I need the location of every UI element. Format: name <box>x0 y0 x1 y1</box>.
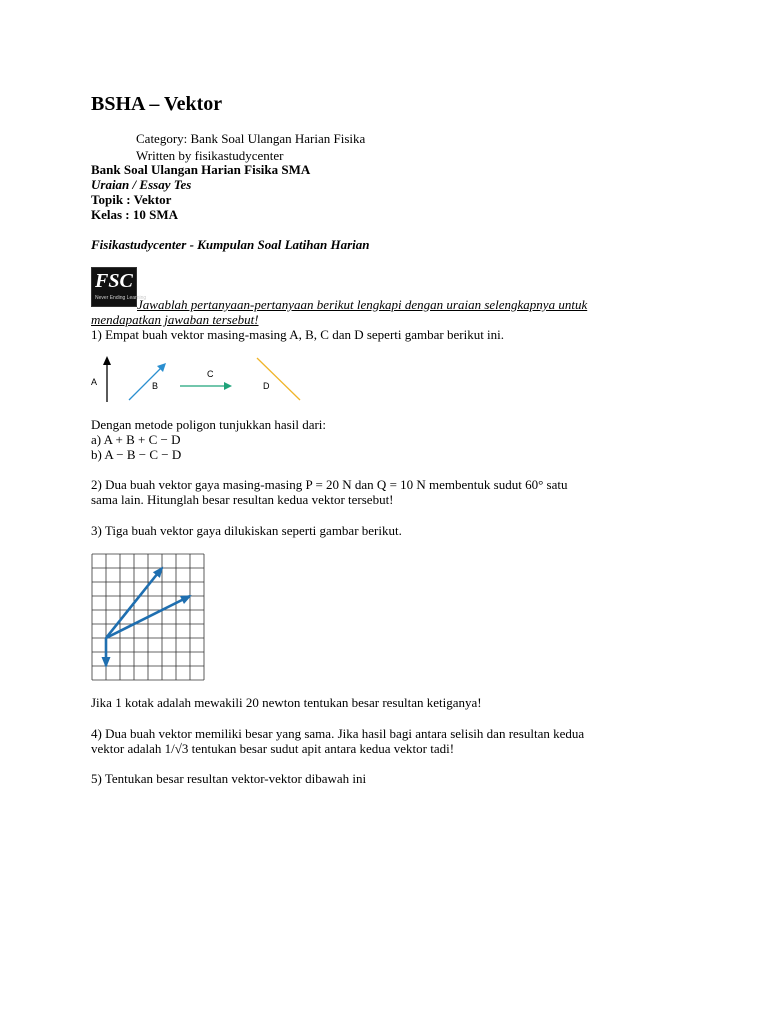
author-line: Written by fisikastudycenter <box>136 148 284 163</box>
subtitle-line: Fisikastudycenter - Kumpulan Soal Latihan Harian <box>91 237 370 252</box>
vector-c-label: C <box>207 369 214 379</box>
topic-line: Topik : Vektor <box>91 192 172 207</box>
question-1-part-a: a) A + B + C − D <box>91 432 181 447</box>
vector-a-label: A <box>91 377 98 387</box>
vector-d-arrow <box>257 358 300 400</box>
category-line: Category: Bank Soal Ulangan Harian Fisika <box>136 131 366 146</box>
vector-b-label: B <box>152 381 159 391</box>
question-1-part-b: b) A − B − C − D <box>91 447 182 462</box>
question-3-caption: Jika 1 kotak adalah mewakili 20 newton tentukan besar resultan ketiganya! <box>91 695 482 710</box>
question-4-line-1: 4) Dua buah vektor memiliki besar yang sama. Jika hasil bagi antara selisih dan resultan kedua <box>91 726 585 741</box>
question-2-line-1: 2) Dua buah vektor gaya masing-masing P = 20 N dan Q = 10 N membentuk sudut 60° satu <box>91 477 568 492</box>
question-1-text: 1) Empat buah vektor masing-masing A, B, C dan D seperti gambar berikut ini. <box>91 327 505 342</box>
question-3-text: 3) Tiga buah vektor gaya dilukiskan seperti gambar berikut. <box>91 523 402 538</box>
logo-text: FSC <box>95 270 133 292</box>
vector-b-arrow <box>129 365 164 400</box>
instruction-line-1: Jawablah pertanyaan-pertanyaan berikut lengkapi dengan uraian selengkapnya untuk <box>137 297 588 312</box>
vector-d-label: D <box>263 381 270 391</box>
question-1-vector-figure <box>88 352 318 408</box>
question-5-text: 5) Tentukan besar resultan vektor-vektor dibawah ini <box>91 771 367 786</box>
vector-c-head <box>224 382 232 390</box>
instruction-line-2: mendapatkan jawaban tersebut! <box>91 312 259 327</box>
fsc-logo <box>91 267 147 307</box>
bank-soal-heading: Bank Soal Ulangan Harian Fisika SMA <box>91 162 311 177</box>
question-1-intro: Dengan metode poligon tunjukkan hasil dari: <box>91 417 327 432</box>
essay-heading: Uraian / Essay Tes <box>91 177 192 192</box>
question-2-line-2: sama lain. Hitunglah besar resultan kedua vektor tersebut! <box>91 492 394 507</box>
logo-subtext: Never Ending Learning <box>95 295 147 301</box>
page-title: BSHA – Vektor <box>91 93 223 115</box>
question-3-grid-figure <box>91 553 206 680</box>
vector-a-head <box>103 356 111 365</box>
grade-line: Kelas : 10 SMA <box>91 207 179 222</box>
question-4-line-2: vektor adalah 1/√3 tentukan besar sudut apit antara kedua vektor tadi! <box>91 741 455 756</box>
